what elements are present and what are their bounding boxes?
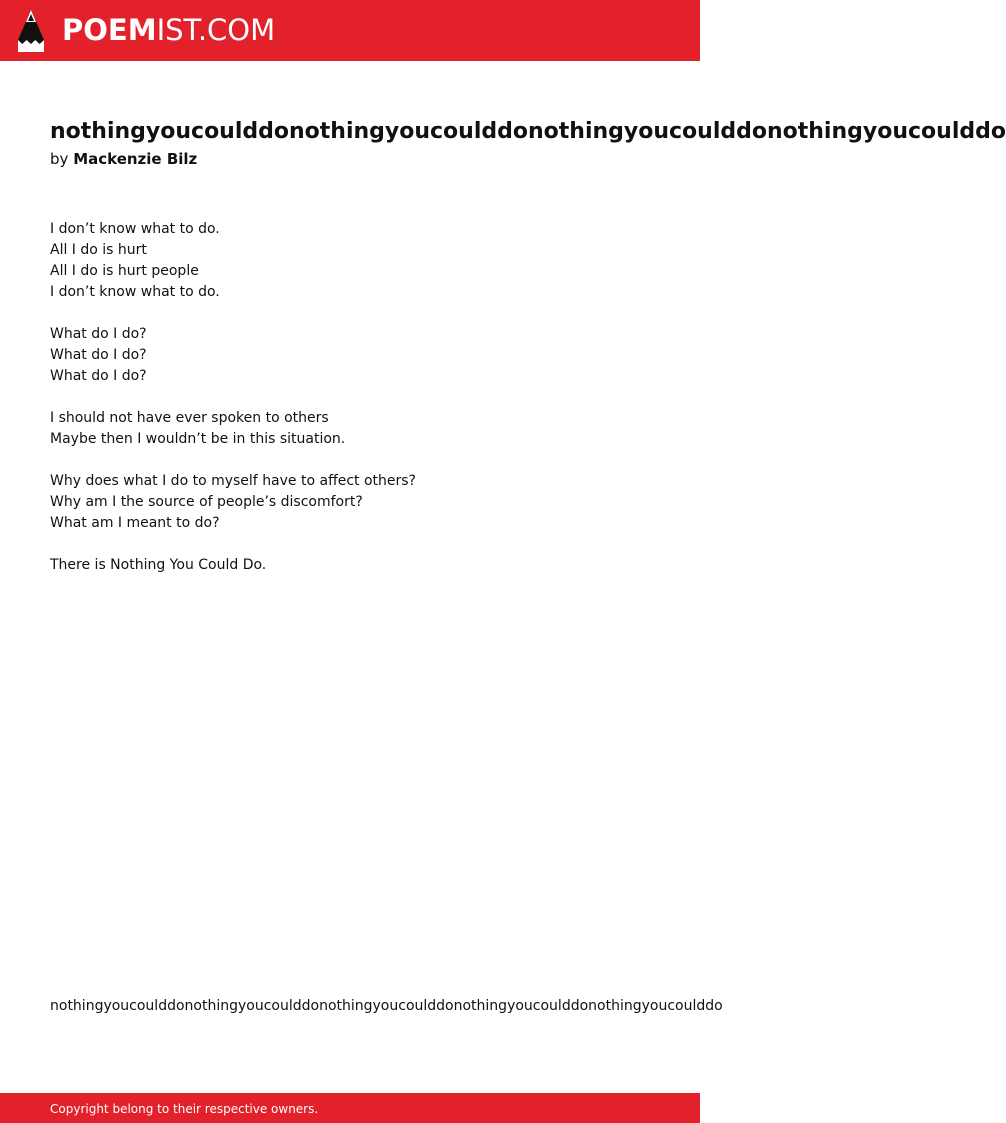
- poem-line: Why am I the source of people’s discomfort?: [50, 494, 363, 510]
- poem-line: There is Nothing You Could Do.: [50, 557, 267, 573]
- brand-light: IST.COM: [156, 13, 276, 47]
- poem-line: What do I do?: [50, 326, 147, 342]
- brand-bold: POEM: [62, 13, 157, 47]
- poem-line: I don’t know what to do.: [50, 221, 220, 237]
- poem-line: I should not have ever spoken to others: [50, 410, 329, 426]
- poem-body: [50, 219, 670, 597]
- poem-line: Why does what I do to myself have to affect others?: [50, 473, 416, 489]
- stanza-4: [50, 471, 670, 534]
- site-logo-text[interactable]: [62, 12, 275, 48]
- poem-line: Maybe then I wouldn’t be in this situation.: [50, 431, 346, 447]
- poem-line: What am I meant to do?: [50, 515, 220, 531]
- stanza-5: [50, 555, 670, 576]
- copyright-text: Copyright belong to their respective owners.: [50, 1102, 319, 1116]
- poem-line: All I do is hurt: [50, 242, 147, 258]
- stanza-2: [50, 324, 670, 387]
- author-name: Mackenzie Bilz: [73, 150, 198, 168]
- pencil-icon[interactable]: [18, 10, 44, 52]
- stanza-3: [50, 408, 670, 450]
- poem-line: What do I do?: [50, 347, 147, 363]
- site-header: [0, 0, 700, 61]
- repeated-title-line: nothingyoucoulddonothingyoucoulddonothingyoucoulddonothingyoucoulddonothingyoucoulddo: [50, 998, 723, 1014]
- stanza-1: [50, 219, 670, 303]
- byline: [50, 148, 197, 170]
- by-label: by: [50, 150, 69, 168]
- site-footer: [0, 1093, 700, 1123]
- poem-line: What do I do?: [50, 368, 147, 384]
- poem-line: All I do is hurt people: [50, 263, 199, 279]
- poem-title: nothingyoucoulddonothingyoucoulddonothingyoucoulddonothingyoucoulddo: [50, 119, 1006, 144]
- poem-line: I don’t know what to do.: [50, 284, 220, 300]
